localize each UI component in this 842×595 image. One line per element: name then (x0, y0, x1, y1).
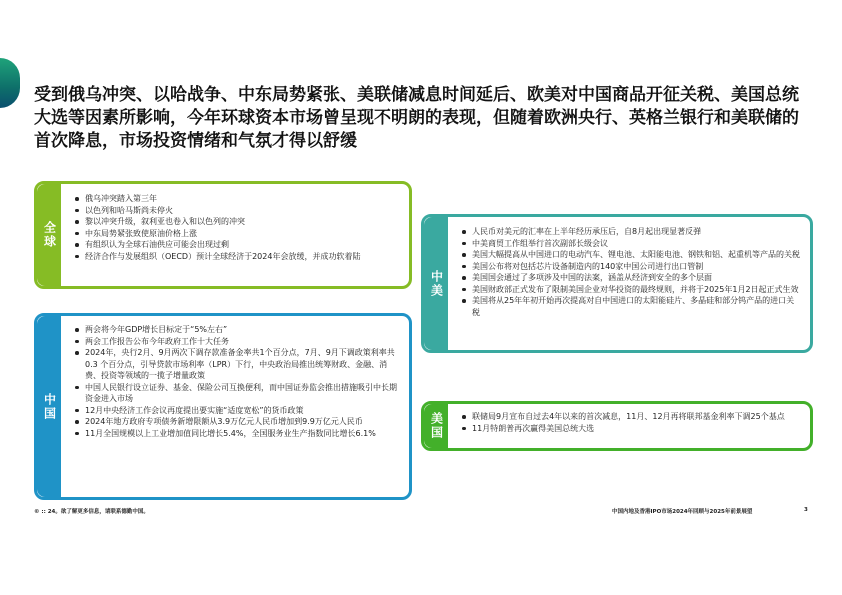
list-item: 11月全国规模以上工业增加值同比增长5.4%，全国服务业生产指数同比增长6.1% (85, 428, 401, 440)
list-item: 美国公布将对包括芯片设备制造内的140家中国公司进行出口管制 (472, 261, 802, 273)
list-item: 中美商贸工作组举行首次副部长级会议 (472, 238, 802, 250)
panel-china (34, 313, 412, 500)
panel-us-list (454, 411, 802, 434)
panel-us (421, 401, 813, 451)
list-item: 美国财政部正式发布了限制美国企业对华投资的最终规则，并将于2025年1月2日起正式生效 (472, 284, 802, 296)
list-item: 美国将从25年年初开始再次提高对自中国进口的太阳能硅片、多晶硅和部分钨产品的进口关税 (472, 295, 802, 318)
list-item: 美国国会通过了多项涉及中国的法案，涵盖从经济到安全的多个层面 (472, 272, 802, 284)
page-number: 3 (804, 507, 808, 513)
list-item: 两会工作报告公布今年政府工作十大任务 (85, 336, 401, 348)
list-item: 经济合作与发展组织（OECD）预计全球经济于2024年会放缓，并成功软着陆 (85, 251, 401, 263)
panel-us-china-list (454, 226, 802, 318)
panel-us-tab: 美国 (424, 404, 448, 448)
list-item: 12月中央经济工作会议再度提出要实施“适度宽松”的货币政策 (85, 405, 401, 417)
list-item: 人民币对美元的汇率在上半年经历承压后，自8月起出现显著反弹 (472, 226, 802, 238)
panel-global-tab: 全球 (37, 184, 61, 286)
list-item: 有组织认为全球石油供应可能会出现过剩 (85, 239, 401, 251)
list-item: 美国大幅提高从中国进口的电动汽车、锂电池、太阳能电池、钢铁和铝、起重机等产品的关税 (472, 250, 800, 259)
list-item: 中东局势紧张致使原油价格上涨 (85, 228, 401, 240)
list-item: 中国人民银行设立证券、基金、保险公司互换便利，而中国证券监会推出措施吸引中长期资金进入市场 (85, 382, 401, 405)
panel-china-tab: 中国 (37, 316, 61, 497)
panel-global (34, 181, 412, 289)
panel-us-china-tab: 中美 (424, 217, 448, 350)
list-item: 2024年，央行2月、9月两次下调存款准备金率共1个百分点，7月、9月下调政策利率共0.3 个百分点，引导贷款市场利率（LPR）下行，中央政治局推出统筹财政、金融、消费、投资等领域的一揽子增量政策 (85, 347, 401, 382)
page-headline: 受到俄乌冲突、以哈战争、中东局势紧张、美联储减息时间延后、欧美对中国商品开征关税、美国总统大选等因素所影响，今年环球资本市场曾呈现不明朗的表现，但随着欧洲央行、英格兰银行和美联储的首次降息，市场投资情绪和气氛才得以舒缓 (34, 85, 799, 151)
list-item: 俄乌冲突踏入第三年 (85, 193, 401, 205)
list-item: 2024年地方政府专项债务新增限额从3.9万亿元人民币增加到9.9万亿元人民币 (85, 416, 401, 428)
list-item: 以色列和哈马斯尚未停火 (85, 205, 401, 217)
panel-global-list (67, 193, 401, 262)
list-item: 11月特朗普再次赢得美国总统大选 (472, 423, 802, 435)
footer-copyright: © :: 24。欲了解更多信息，请联系德勤中国。 (34, 509, 149, 515)
panel-us-china (421, 214, 813, 353)
list-item: 两会将今年GDP增长目标定于“5%左右” (85, 324, 401, 336)
footer-report-title: 中国内地及香港IPO市场2024年回顾与2025年前景展望 (612, 509, 753, 515)
panel-china-list (67, 324, 401, 439)
list-item: 黎以冲突升级，叙利亚也卷入和以色列的冲突 (85, 216, 401, 228)
corner-accent-shape (0, 58, 20, 108)
list-item: 联储局9月宣布自过去4年以来的首次减息，11月、12月再将联邦基金利率下调25个基点 (472, 411, 802, 423)
